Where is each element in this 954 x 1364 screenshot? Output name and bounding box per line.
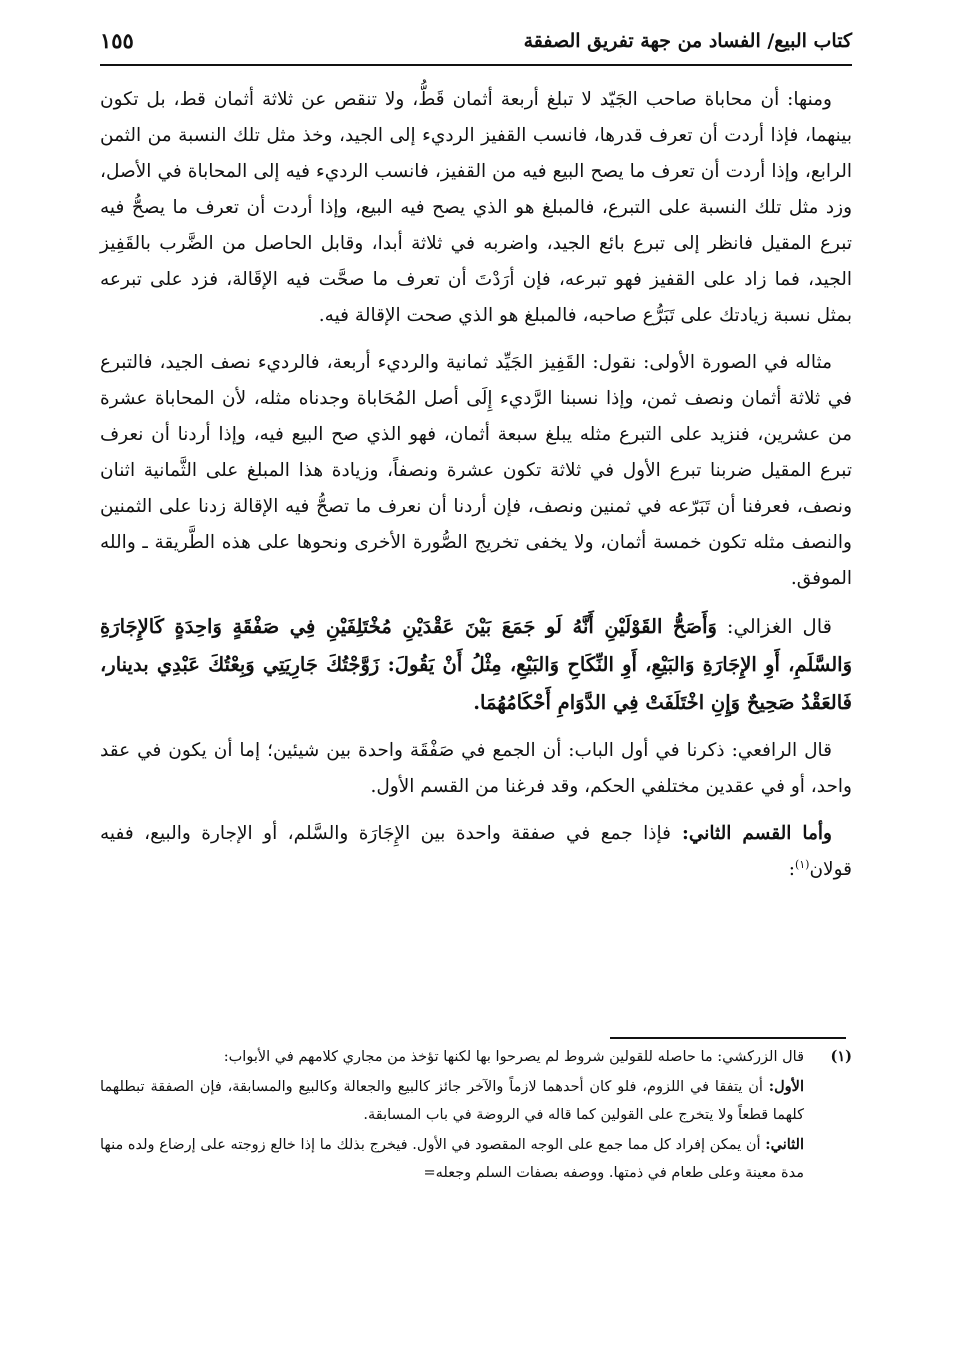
footnote-first-condition — [100, 1073, 804, 1129]
footnote-reference[interactable]: (١) — [794, 857, 810, 871]
paragraph-2: مثاله في الصورة الأولى: نقول: القَفِيز الجَيِّد ثمانية والرديء أربعة، فالرديء نصف الجيد، فالتبرع في ثلاثة أثمان ونصف ثمن، وإذا نسبنا الرَّديء إِلَى أصل المُحَاباة وجدناه مثله، لأن المحاباة عشرة من عشرين، فنزيد على التبرع مثله يبلغ سبعة أثمان، فهو الذي صح البيع فيه، وإذا أردنا أن نعرف تبرع المقيل ضربنا تبرع الأول في ثلاثة تكون عشرة ونصفاً، وزيادة هذا المبلغ على الثَّمانية اثنان ونصف، فعرفنا أن تَبَرّعه في ثمنين ونصف، فإن أردنا أن نعرف ما تصحُّ فيه الإقالة زدنا على الثمنين والنصف مثله تكون خمسة أثمان، ولا يخفى تخريج الصُّورة الأخرى ونحوها على هذه الطَّريقة ـ والله الموفق. — [100, 352, 852, 589]
second-condition-label: الثاني: — [765, 1136, 804, 1153]
section-two-text: فإذا جمع في صفقة واحدة بين الإِجَارَة والسَّلم، أو الإجارة والبيع، ففيه قولان — [100, 823, 852, 880]
page-header — [100, 22, 852, 62]
section-two-heading: وأما القسم الثاني: — [671, 823, 832, 844]
main-text — [100, 82, 852, 899]
paragraph-5 — [100, 816, 852, 888]
footnote-second-condition — [100, 1131, 804, 1187]
footnote-marker: (١) — [830, 1048, 852, 1065]
footnote-rule — [610, 1037, 846, 1039]
ghazali-quote-paragraph — [100, 608, 852, 722]
footnote-intro: قال الزركشي: ما حاصله للقولين شروط لم يصرحوا بها لكنها تؤخذ من مجاري كلامهم في الأبواب: — [223, 1049, 804, 1065]
footnote-1 — [100, 1043, 852, 1189]
footnote-body — [100, 1043, 804, 1189]
ghazali-lead: قال الغزالي: — [716, 615, 832, 638]
section-two-end: : — [788, 859, 795, 880]
first-condition-label: الأول: — [768, 1078, 804, 1095]
second-condition-text: أن يمكن إفراد كل مما جمع على الوجه المقصود في الأول. فيخرج بذلك ما إذا خالع زوجته على إرضاع ولده منها مدة معينة وعلى طعام في ذمتها. ووصفه بصفات السلم وجعله= — [100, 1137, 804, 1181]
paragraph-1: ومنها: أن محاباة صاحب الجَيّد لا تبلغ أربعة أثمان قَطُّ، ولا تنقص عن ثلاثة أثمان قط، بل تكون بينهما، فإذا أردت أن تعرف قدرها، فانسب القفيز الرديء إلى الجيد، وخذ مثل تلك النسبة من الثمن الرابع، وإذا أردت أن تعرف ما يصح البيع فيه من القفيز، فانسب الرديء فيه إلى المحاباة في الأصل، وزد مثل تلك النسبة على التبرع، فالمبلغ هو الذي يصح فيه البيع، وإذا أردت أن تعرف ما يصحُّ فيه تبرع المقيل فانظر إلى تبرع بائع الجيد، واضربه في ثلاثة أبدا، وقابل الحاصل من الضَّرب بالقَفِيز الجيد، فما زاد على القفيز فهو تبرعه، فإن أرَدْتَ أن تعرف ما صحَّت فيه الإقَالة، فزد على تبرعه بمثل نسبة زيادتك على تَبَرُّع صاحبه، فالمبلغ هو الذي صحت الإقالة فيه. — [100, 89, 852, 326]
header-rule — [100, 64, 852, 66]
paragraph-4: قال الرافعي: ذكرنا في أول الباب: أن الجمع في صَفْقَة واحدة بين شيئين؛ إما أن يكون في عقد واحد، أو في عقدين مختلفي الحكم، وقد فرغنا من القسم الأول. — [100, 740, 852, 797]
page-number: ١٥٥ — [100, 28, 134, 53]
first-condition-text: أن يتفقا في اللزوم، فلو كان أحدهما لازماً والآخر جائز كالبيع والجعالة وكالبيع والمسابقة، فإن الصفقة تبطلهما كلهما قطعاً ولا يتخرج على القولين كما قاله في الروضة في باب المسابقة. — [100, 1079, 804, 1123]
ghazali-quote: وَأَصَحُّ القَوْلَيْنِ أَنَّهُ لَو جَمَعَ بَيْنَ عَقْدَيْنِ مُخْتَلِفَيْنِ فِي صَفْقَةٍ وَاحِدَةٍ كَالإِجَارَةِ وَالسَّلَمِ، أَوِ الإِجَارَةِ وَالبَيْعِ، أَوِ النِّكَاحِ وَالبَيْعِ، مِثْلُ أَنْ يَقُولَ: زَوَّجْتُكَ جَارِيَتِي وَبِعْتُكَ عَبْدِي بدينار، فَالعَقْدُ صَحِيحٌ وَإِنِ اخْتَلَفَتْ فِي الدَّوَامِ أَحْكَامُهُمَا. — [100, 615, 852, 714]
running-title: كتاب البيع/ الفساد من جهة تفريق الصفقة — [523, 30, 852, 52]
footnotes — [100, 1043, 852, 1189]
